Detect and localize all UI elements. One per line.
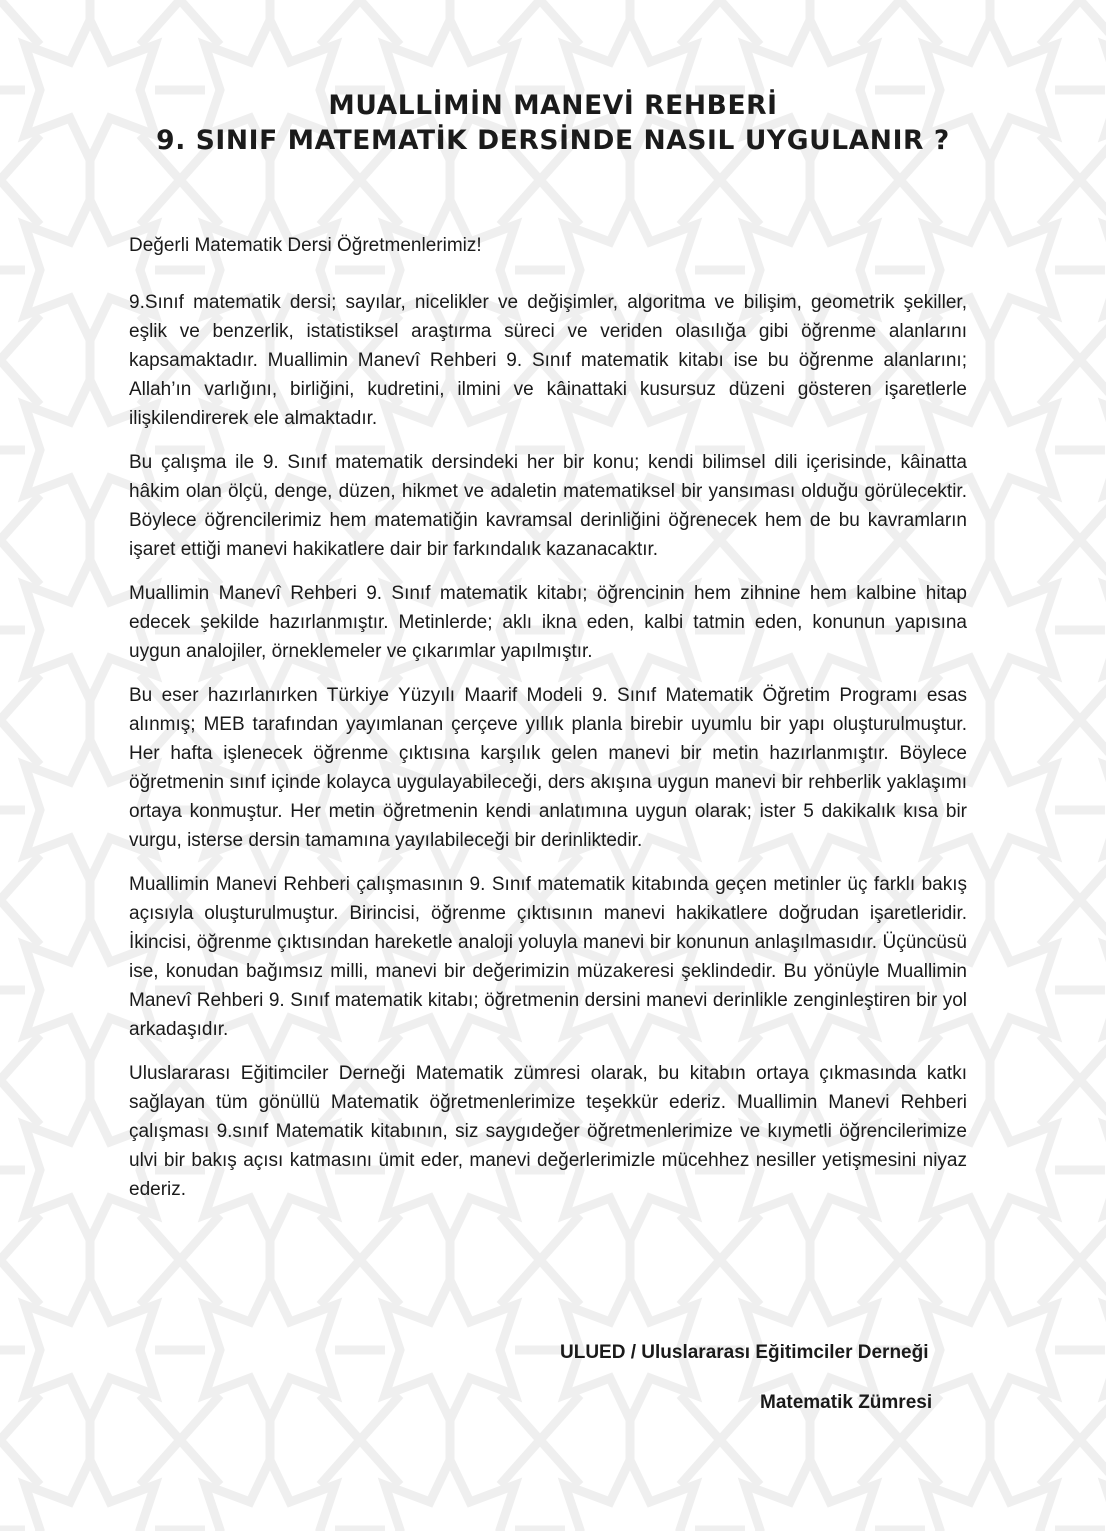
signature-department: Matematik Zümresi (760, 1392, 933, 1413)
greeting: Değerli Matematik Dersi Öğretmenlerimiz! (129, 235, 482, 256)
paragraph-5: Muallimin Manevi Rehberi çalışmasının 9. Sınıf matematik kitabında geçen metinler üç farklı bakış açısıyla oluşturulmuştur. Birincisi, öğrenme çıktısının manevi hakikatlere doğrudan işaretleridir. İkincisi, öğrenme çıktısından hareketle analoji yoluyla manevi bir konunun anlaşılmasıdır. Üçüncüsü ise, konudan bağımsız milli, manevi bir değerimizin müzakeresi şeklindedir. Bu yönüyle Muallimin Manevî Rehberi 9. Sınıf matematik kitabı; öğretmenin dersini manevi derinlikle zenginleştiren bir yol arkadaşıdır. (129, 874, 967, 1040)
paragraph-4: Bu eser hazırlanırken Türkiye Yüzyılı Maarif Modeli 9. Sınıf Matematik Öğretim Programı esas alınmış; MEB tarafından yayımlanan çerçeve yıllık planla birebir uyumlu bir yapı oluşturulmuştur. Her hafta işlenecek öğrenme çıktısına karşılık gelen manevi bir metin hazırlanmıştır. Böylece öğretmenin sınıf içinde kolayca uygulayabileceği, ders akışına uygun manevi bir rehberlik yaklaşımı ortaya konmuştur. Her metin öğretmenin kendi anlatımına uygun olarak; ister 5 dakikalık kısa bir vurgu, isterse dersin tamamına yayılabileceği bir derinliktedir. (129, 685, 967, 851)
paragraph-6: Uluslararası Eğitimciler Derneği Matematik zümresi olarak, bu kitabın ortaya çıkmasında katkı sağlayan tüm gönüllü Matematik öğretmenlerimize teşekkür ederiz. Muallimin Manevi Rehberi çalışması 9.sınıf Matematik kitabının, siz saygıdeğer öğretmenlerimize ve kıymetli öğrencilerimize ulvi bir bakış açısı katmasını ümit eder, manevi değerlerimizle mücehhez nesiller yetişmesini niyaz ederiz. (129, 1063, 967, 1200)
letter-body (129, 231, 967, 1219)
paragraph-2: Bu çalışma ile 9. Sınıf matematik dersindeki her bir konu; kendi bilimsel dili içerisinde, kâinatta hâkim olan ölçü, denge, düzen, hikmet ve adaletin matematiksel bir yansıması olduğu görülecektir. Böylece öğrencilerimiz hem matematiğin kavramsal derinliğini öğrenecek hem de bu kavramların işaret ettiği manevi hakikatlere dair bir farkındalık kazanacaktır. (129, 452, 967, 560)
title-line-1: MUALLİMİN MANEVİ REHBERİ (328, 90, 778, 121)
paragraph-3: Muallimin Manevî Rehberi 9. Sınıf matematik kitabı; öğrencinin hem zihnine hem kalbine hitap edecek şekilde hazırlanmıştır. Metinlerde; aklı ikna eden, kalbi tatmin eden, konunun yapısına uygun analojiler, örneklemeler ve çıkarımlar yapılmıştır. (129, 583, 967, 662)
paragraph-1: 9.Sınıf matematik dersi; sayılar, nicelikler ve değişimler, algoritma ve bilişim, geometrik şekiller, eşlik ve benzerlik, istatistiksel araştırma süreci ve veriden olasılığa gibi öğrenme alanlarını kapsamaktadır. Muallimin Manevî Rehberi 9. Sınıf matematik kitabı ise bu öğrenme alanlarını; Allah’ın varlığını, birliğini, kudretini, ilmini ve kâinattaki kusursuz düzeni gösteren işaretlerle ilişkilendirerek ele almaktadır. (129, 292, 967, 429)
signature-organization: ULUED / Uluslararası Eğitimciler Derneği (560, 1342, 929, 1363)
document-title (100, 88, 1006, 158)
title-line-2: 9. SINIF MATEMATİK DERSİNDE NASIL UYGULANIR ? (156, 125, 950, 156)
